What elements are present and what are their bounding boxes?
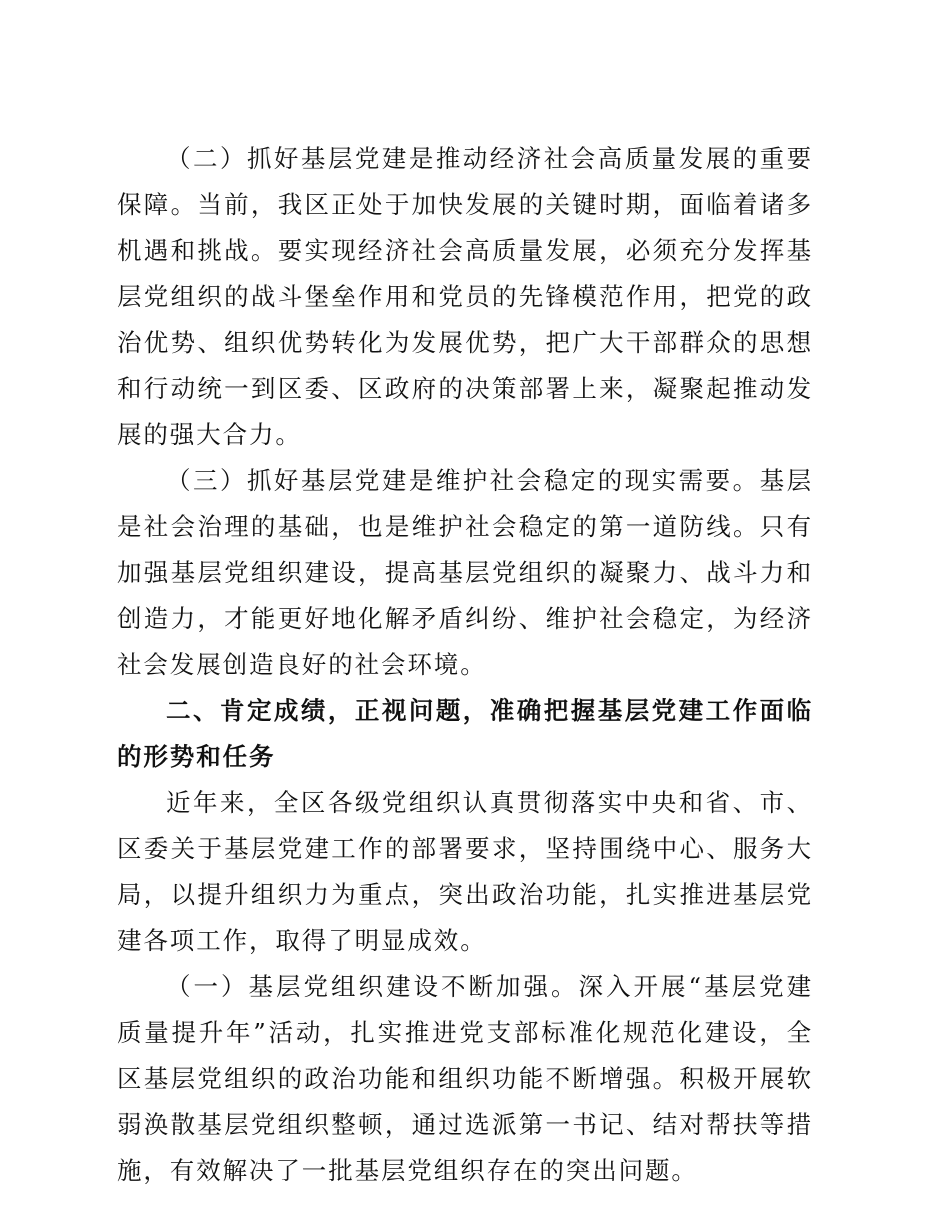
paragraph-section-2-1: （一）基层党组织建设不断加强。深入开展“基层党建质量提升年”活动，扎实推进党支部标准化规范化建设，全区基层党组织的政治功能和组织功能不断增强。积极开展软弱涣散基层党组织整顿，通过选派第一书记、结对帮扶等措施，有效解决了一批基层党组织存在的突出问题。 — [117, 972, 813, 1185]
document-body — [117, 136, 813, 1194]
paragraph-section-1-3: （三）抓好基层党建是维护社会稳定的现实需要。基层是社会治理的基础，也是维护社会稳定的第一道防线。只有加强基层党组织建设，提高基层党组织的凝聚力、战斗力和创造力，才能更好地化解矛盾纠纷、维护社会稳定，为经济社会发展创造良好的社会环境。 — [117, 466, 813, 679]
paragraph-section-2-intro: 近年来，全区各级党组织认真贯彻落实中央和省、市、区委关于基层党建工作的部署要求，坚持围绕中心、服务大局，以提升组织力为重点，突出政治功能，扎实推进基层党建各项工作，取得了明显成效。 — [117, 788, 813, 955]
section-heading-2: 二、肯定成绩，正视问题，准确把握基层党建工作面临的形势和任务 — [117, 696, 813, 771]
paragraph-section-1-2: （二）抓好基层党建是推动经济社会高质量发展的重要保障。当前，我区正处于加快发展的关键时期，面临着诸多机遇和挑战。要实现经济社会高质量发展，必须充分发挥基层党组织的战斗堡垒作用和党员的先锋模范作用，把党的政治优势、组织优势转化为发展优势，把广大干部群众的思想和行动统一到区委、区政府的决策部署上来，凝聚起推动发展的强大合力。 — [117, 144, 813, 449]
